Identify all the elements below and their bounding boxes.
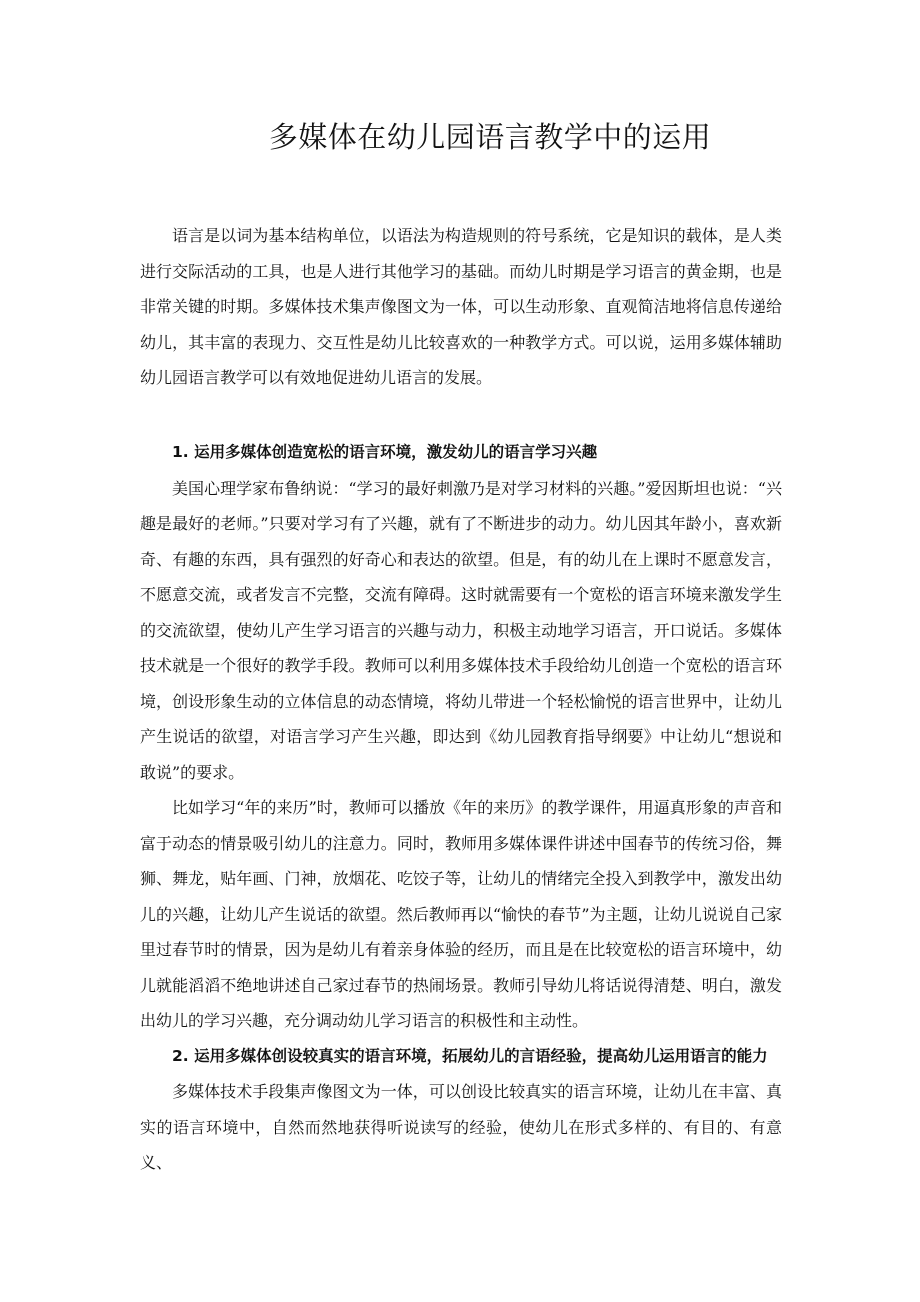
section-1 bbox=[140, 435, 782, 1181]
section-2-paragraph-1: 多媒体技术手段集声像图文为一体，可以创设比较真实的语言环境，让幼儿在丰富、真实的语言环境中，自然而然地获得听说读写的经验，使幼儿在形式多样的、有目的、有意义、 bbox=[140, 1082, 782, 1172]
intro-paragraph: 语言是以词为基本结构单位，以语法为构造规则的符号系统，它是知识的载体，是人类进行交际活动的工具，也是人进行其他学习的基础。而幼儿时期是学习语言的黄金期，也是非常关键的时期。多媒体技术集声像图文为一体，可以生动形象、直观简洁地将信息传递给幼儿，其丰富的表现力、交互性是幼儿比较喜欢的一种教学方式。可以说，运用多媒体辅助幼儿园语言教学可以有效地促进幼儿语言的发展。 bbox=[140, 226, 782, 387]
section-1-heading: 1. 运用多媒体创造宽松的语言环境，激发幼儿的语言学习兴趣 bbox=[172, 443, 598, 461]
section-1-paragraph-1: 美国心理学家布鲁纳说：“学习的最好刺激乃是对学习材料的兴趣。”爱因斯坦也说：“兴趣是最好的老师。”只要对学习有了兴趣，就有了不断进步的动力。幼儿因其年龄小，喜欢新奇、有趣的东西，具有强烈的好奇心和表达的欲望。但是，有的幼儿在上课时不愿意发言，不愿意交流，或者发言不完整，交流有障碍。这时就需要有一个宽松的语言环境来激发学生的交流欲望，使幼儿产生学习语言的兴趣与动力，积极主动地学习语言，开口说话。多媒体技术就是一个很好的教学手段。教师可以利用多媒体技术手段给幼儿创造一个宽松的语言环境，创设形象生动的立体信息的动态情境，将幼儿带进一个轻松愉悦的语言世界中，让幼儿产生说话的欲望，对语言学习产生兴趣，即达到《幼儿园教育指导纲要》中让幼儿“想说和敢说”的要求。 bbox=[140, 478, 782, 782]
section-2-heading: 2. 运用多媒体创设较真实的语言环境，拓展幼儿的言语经验，提高幼儿运用语言的能力 bbox=[172, 1046, 768, 1065]
document-title: 多媒体在幼儿园语言教学中的运用 bbox=[268, 120, 712, 154]
section-1-paragraph-2: 比如学习“年的来历”时，教师可以播放《年的来历》的教学课件，用逼真形象的声音和富于动态的情景吸引幼儿的注意力。同时，教师用多媒体课件讲述中国春节的传统习俗，舞狮、舞龙，贴年画、门神，放烟花、吃饺子等，让幼儿的情绪完全投入到教学中，激发出幼儿的兴趣，让幼儿产生说话的欲望。然后教师再以“愉快的春节”为主题，让幼儿说说自己家里过春节时的情景，因为是幼儿有着亲身体验的经历，而且是在比较宽松的语言环境中，幼儿就能滔滔不绝地讲述自己家过春节的热闹场景。教师引导幼儿将话说得清楚、明白，激发出幼儿的学习兴趣，充分调动幼儿学习语言的积极性和主动性。 bbox=[140, 798, 782, 1030]
